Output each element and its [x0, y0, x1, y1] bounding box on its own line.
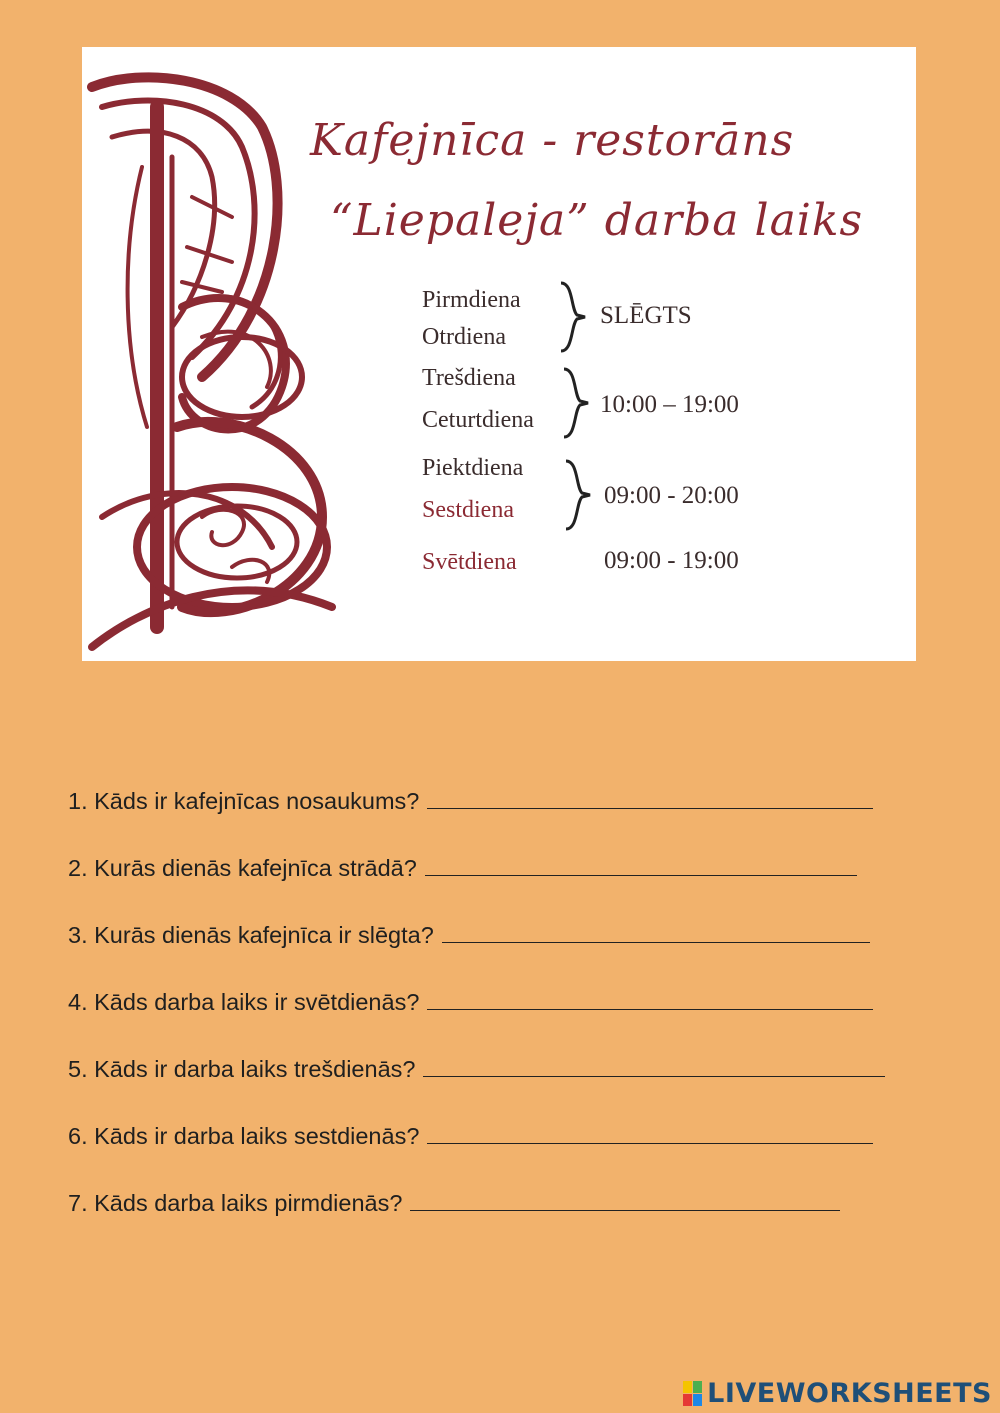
liveworksheets-icon [683, 1381, 703, 1407]
question-item [68, 786, 873, 815]
question-text: 4. Kāds darba laiks ir svētdienās? [68, 989, 420, 1015]
question-item [68, 1121, 873, 1150]
brace-icon [560, 365, 594, 441]
question-text: 5. Kāds ir darba laiks trešdienās? [68, 1056, 416, 1082]
brace-icon [562, 457, 596, 533]
question-text: 1. Kāds ir kafejnīcas nosaukums? [68, 788, 420, 814]
question-item [68, 853, 857, 882]
question-text: 6. Kāds ir darba laiks sestdienās? [68, 1123, 420, 1149]
question-item [68, 920, 870, 949]
day-sunday: Svētdiena [422, 549, 517, 575]
hours-sunday: 09:00 - 19:00 [604, 547, 739, 574]
answer-line[interactable] [427, 786, 873, 809]
question-item [68, 1188, 840, 1217]
answer-line[interactable] [423, 1054, 885, 1077]
opening-hours-card [82, 47, 916, 661]
day-wednesday: Trešdiena [422, 365, 516, 391]
day-thursday: Ceturtdiena [422, 407, 534, 433]
day-saturday: Sestdiena [422, 497, 514, 523]
question-item [68, 1054, 885, 1083]
celtic-ornament-letter [82, 47, 342, 661]
answer-line[interactable] [427, 1121, 873, 1144]
answer-line[interactable] [410, 1188, 840, 1211]
question-text: 2. Kurās dienās kafejnīca strādā? [68, 855, 417, 881]
answer-line[interactable] [425, 853, 857, 876]
cafe-title-line1: Kafejnīca - restorāns [310, 115, 795, 166]
day-monday: Pirmdiena [422, 287, 521, 313]
question-text: 7. Kāds darba laiks pirmdienās? [68, 1190, 403, 1216]
question-text: 3. Kurās dienās kafejnīca ir slēgta? [68, 922, 434, 948]
day-tuesday: Otrdiena [422, 324, 506, 350]
question-item [68, 987, 873, 1016]
hours-wed-thu: 10:00 – 19:00 [600, 391, 739, 418]
hours-closed: SLĒGTS [600, 302, 692, 329]
answer-line[interactable] [442, 920, 870, 943]
logo-text: LIVEWORKSHEETS [707, 1378, 992, 1409]
cafe-title-line2: “Liepaleja” darba laiks [330, 195, 864, 246]
hours-fri-sat: 09:00 - 20:00 [604, 482, 739, 509]
brace-icon [557, 279, 591, 355]
answer-line[interactable] [427, 987, 873, 1010]
liveworksheets-logo [683, 1378, 992, 1409]
day-friday: Piektdiena [422, 455, 524, 481]
